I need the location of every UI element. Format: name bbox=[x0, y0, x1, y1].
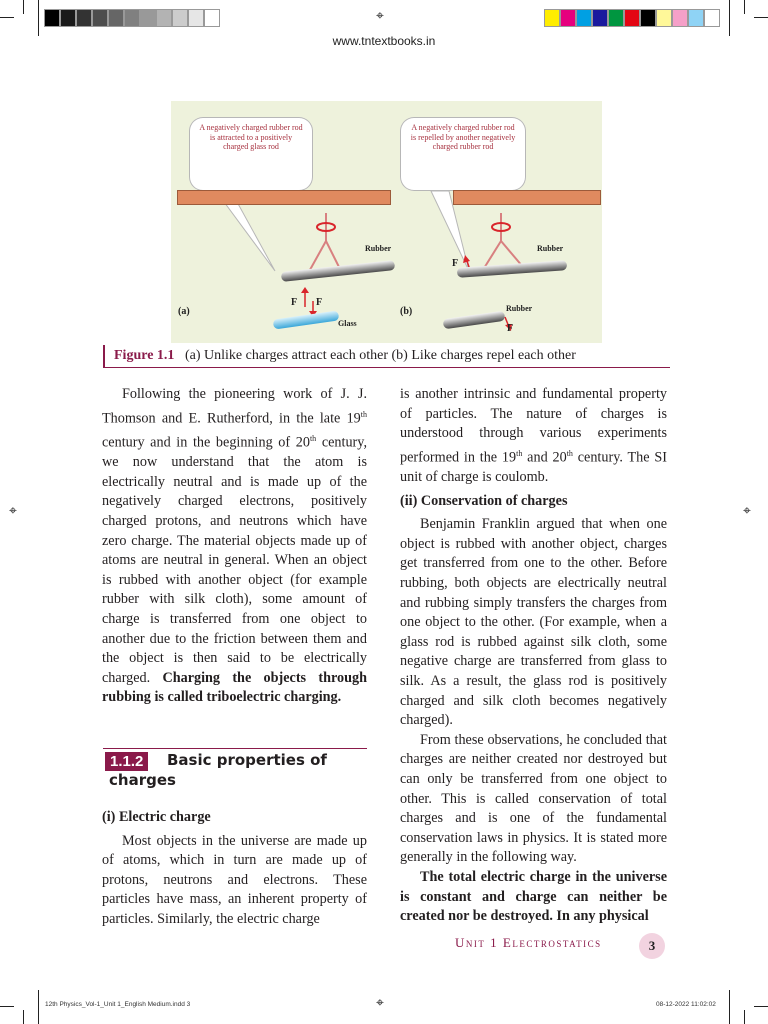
crop-mark bbox=[754, 1006, 768, 1007]
support-beam-a bbox=[177, 190, 391, 205]
force-label: F bbox=[452, 258, 459, 269]
left-column bbox=[102, 385, 367, 708]
support-beam-b bbox=[453, 190, 601, 205]
color-swatch bbox=[156, 9, 172, 27]
color-swatch bbox=[560, 9, 576, 27]
registration-mark-icon: ⌖ bbox=[376, 995, 384, 1011]
force-label: F bbox=[316, 297, 323, 308]
color-swatch bbox=[92, 9, 108, 27]
color-swatch bbox=[656, 9, 672, 27]
figure-label-b: (b) bbox=[400, 306, 413, 317]
color-swatch bbox=[188, 9, 204, 27]
color-swatch bbox=[172, 9, 188, 27]
section-title-line2: charges bbox=[109, 771, 176, 789]
color-swatch bbox=[544, 9, 560, 27]
subheading: (i) Electric charge bbox=[102, 809, 211, 825]
grayscale-color-bar bbox=[44, 9, 224, 27]
color-swatch bbox=[592, 9, 608, 27]
glass-label: Glass bbox=[338, 319, 357, 328]
crop-mark bbox=[23, 0, 24, 14]
paragraph: is another intrinsic and fundamental property of particles. The nature of charges is understood through various experiments performed in the 19th and 20th century. The SI unit of charge is coulomb. bbox=[400, 386, 667, 486]
section-number: 1.1.2 bbox=[105, 752, 148, 771]
figure-caption-text: (a) Unlike charges attract each other (b) Like charges repel each other bbox=[185, 348, 576, 363]
color-swatch bbox=[688, 9, 704, 27]
color-swatch bbox=[608, 9, 624, 27]
color-swatch bbox=[704, 9, 720, 27]
subheading: (ii) Conservation of charges bbox=[400, 492, 568, 509]
indd-timestamp: 08-12-2022 11:02:02 bbox=[656, 1001, 716, 1008]
speech-bubble-a: A negatively charged rubber rod is attracted to a positively charged glass rod bbox=[189, 117, 313, 191]
indd-slug: 12th Physics_Vol-1_Unit 1_English Medium.indd 3 bbox=[45, 1001, 191, 1008]
color-swatch bbox=[60, 9, 76, 27]
paragraph: Benjamin Franklin argued that when one object is rubbed with another object, charges get transferred from one to the other. Before rubbing, both objects are electrically neutral and rubbing simply transfers the charges from one object to the other. (For example, when a glass rod is rubbed against silk cloth, some negative charge are transferred from glass to silk. As a result, the glass rod is positively charged and silk cloth becomes negatively charged). bbox=[400, 516, 667, 729]
color-swatch bbox=[76, 9, 92, 27]
speech-bubble-b: A negatively charged rubber rod is repelled by another negatively charged rubber rod bbox=[400, 117, 526, 191]
paragraph: The total electric charge in the universe is constant and charge can neither be created nor be destroyed. In any physical bbox=[400, 868, 667, 925]
right-column bbox=[400, 385, 667, 927]
crop-mark bbox=[38, 990, 39, 1024]
force-label: F bbox=[507, 323, 514, 334]
color-swatch bbox=[672, 9, 688, 27]
paragraph: Following the pioneering work of J. J. Thomson and E. Rutherford, in the late 19th century and in the beginning of 20th century, we now understand that the atom is electrically neutral and is made up of the negatively charged electrons, positively charged protons, and neutrons which have zero charge. The material objects made up of atoms are neutral in general. When an object is rubbed with another object (for example rubber with silk cloth), some amount of charge is transferred from one object to another due to the friction between them and the object is then said to be electrically charged. Charging the objects through rubbing is called triboelectric charging. bbox=[102, 386, 367, 706]
color-swatch bbox=[576, 9, 592, 27]
rubber-label-c: Rubber bbox=[506, 304, 533, 313]
rubber-label-b: Rubber bbox=[537, 244, 564, 253]
left-column-lower bbox=[102, 804, 367, 930]
force-label: F bbox=[291, 297, 298, 308]
figure-label-a: (a) bbox=[178, 306, 190, 317]
crop-mark bbox=[754, 17, 768, 18]
paragraph: From these observations, he concluded that charges are neither created nor destroyed but can only be transferred from one object to other. This is called conservation of total charges and is one of the fundamental conservation laws in physics. It is stated more generally in the following way. bbox=[400, 731, 667, 866]
crop-mark bbox=[0, 1006, 14, 1007]
page-number: 3 bbox=[639, 933, 665, 959]
color-swatch bbox=[108, 9, 124, 27]
color-swatch bbox=[204, 9, 220, 27]
color-swatch bbox=[624, 9, 640, 27]
registration-mark-icon: ⌖ bbox=[376, 8, 384, 24]
crop-mark bbox=[744, 0, 745, 14]
registration-mark-icon: ⌖ bbox=[9, 503, 17, 519]
color-swatch bbox=[140, 9, 156, 27]
process-color-bar bbox=[544, 9, 728, 27]
site-url: www.tntextbooks.in bbox=[332, 34, 436, 48]
figure-caption-number: Figure 1.1 bbox=[114, 348, 175, 363]
figure-charges bbox=[171, 101, 602, 343]
crop-mark bbox=[0, 17, 14, 18]
color-swatch bbox=[124, 9, 140, 27]
paragraph: Most objects in the universe are made up of atoms, which in turn are made up of protons, neutrons and electrons. These particles have mass, an inherent property of particles. Similarly, the electric charge bbox=[102, 832, 367, 927]
section-heading bbox=[103, 748, 367, 789]
section-title: Basic properties of bbox=[167, 751, 327, 769]
rubber-label-a: Rubber bbox=[365, 244, 392, 253]
crop-mark bbox=[729, 0, 730, 36]
color-swatch bbox=[44, 9, 60, 27]
crop-mark bbox=[729, 990, 730, 1024]
registration-mark-icon: ⌖ bbox=[743, 503, 751, 519]
color-swatch bbox=[640, 9, 656, 27]
figure-caption bbox=[103, 345, 670, 368]
running-footer: Unit 1 Electrostatics bbox=[455, 935, 602, 950]
crop-mark bbox=[23, 1010, 24, 1024]
crop-mark bbox=[744, 1010, 745, 1024]
crop-mark bbox=[38, 0, 39, 36]
